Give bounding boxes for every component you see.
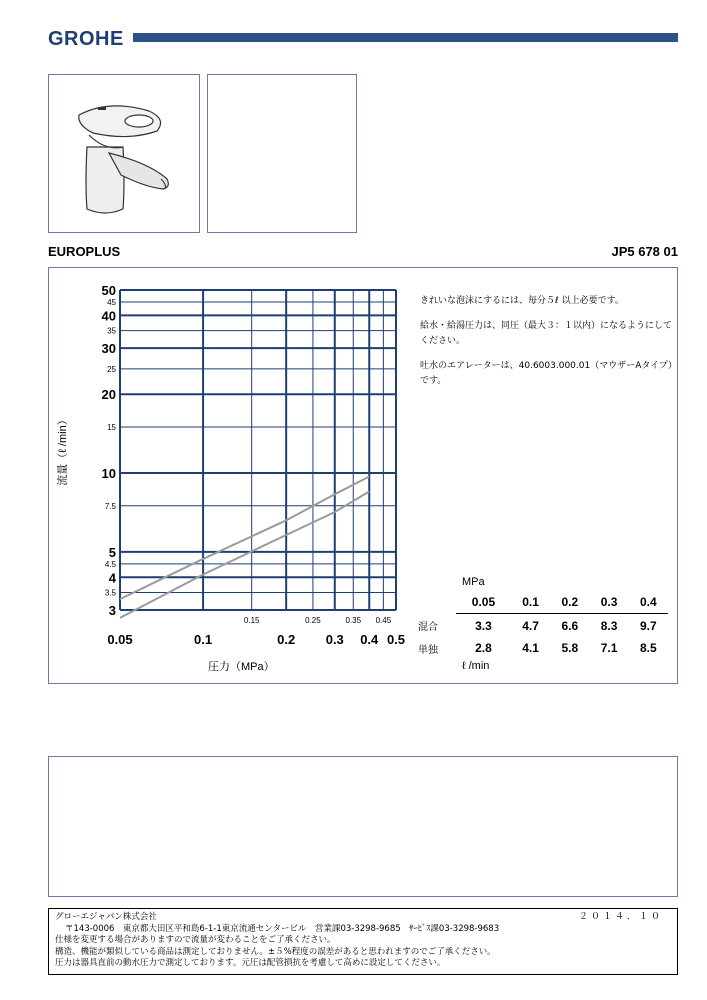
y-tick-label-minor: 25 bbox=[107, 364, 116, 374]
note-item: きれいな泡沫にするには、毎分５ℓ 以上必要です。 bbox=[420, 296, 624, 306]
x-tick-label: 0.5 bbox=[386, 632, 406, 647]
y-tick-label: 5 bbox=[108, 544, 116, 560]
y-tick-label-minor: 35 bbox=[107, 326, 116, 336]
y-tick-label-minor: 15 bbox=[107, 422, 116, 432]
y-tick-label: 40 bbox=[101, 308, 116, 324]
table-corner bbox=[418, 595, 456, 614]
note-item: 吐水のエアレーターは、40.6003.000.01（マウザーAタイプ）です。 bbox=[420, 361, 673, 386]
y-tick-label-minor: 7.5 bbox=[104, 501, 116, 511]
x-tick-label: 0.05 bbox=[107, 632, 133, 647]
product-code: JP5 678 01 bbox=[611, 244, 678, 259]
table-cell: 2.8 bbox=[475, 641, 492, 655]
footer-date: ２０１４．１０ bbox=[578, 912, 663, 922]
brand-logo: GROHE bbox=[48, 28, 124, 50]
x-tick-label-minor: 0.25 bbox=[305, 616, 321, 625]
table-cell: 8.3 bbox=[600, 619, 618, 633]
footer-note: 構造、機能が類似している商品は測定しておりません。±５%程度の誤差があると思われますのでご了承ください。 bbox=[55, 946, 496, 957]
table-cell: 4.1 bbox=[522, 641, 539, 655]
remarks-box bbox=[48, 756, 678, 897]
table-cell: 5.8 bbox=[561, 641, 579, 655]
y-tick-label: 20 bbox=[101, 387, 116, 403]
note-item: 給水・給湯圧力は、同圧（最大３：１以内）になるようにしてください。 bbox=[420, 321, 673, 346]
series-line bbox=[120, 492, 369, 618]
pressure-header: 0.3 bbox=[589, 595, 628, 614]
x-axis-label: 圧力（MPa） bbox=[208, 661, 275, 673]
table-cell: 9.7 bbox=[640, 619, 657, 633]
faucet-illustration bbox=[49, 75, 199, 232]
footer-note: 圧力は器具直前の動水圧力で測定しております。元圧は配管損抗を考慮して高めに設定してください。 bbox=[55, 958, 446, 968]
table-cell: 8.5 bbox=[640, 641, 657, 655]
brand-bar bbox=[133, 33, 678, 42]
y-tick-label-minor: 4.5 bbox=[104, 559, 116, 569]
x-tick-label: 0.4 bbox=[360, 632, 379, 647]
product-image-frame-2 bbox=[207, 74, 357, 233]
x-tick-label: 0.3 bbox=[325, 632, 344, 647]
row-label: 混合 bbox=[418, 622, 438, 634]
pressure-header: 0.05 bbox=[456, 595, 511, 614]
table-cell: 6.6 bbox=[561, 619, 579, 633]
product-image-frame bbox=[48, 74, 200, 233]
pressure-header: 0.1 bbox=[511, 595, 550, 614]
x-tick-label: 0.1 bbox=[194, 632, 213, 647]
table-cell: 3.3 bbox=[475, 619, 492, 633]
pressure-header: 0.4 bbox=[629, 595, 668, 614]
footer-address: 〒143-0006 東京都大田区平和島6-1-1東京流通センタービル 営業課03-3298-9685 ｻｰﾋﾞｽ課03-3298-9683 bbox=[65, 923, 500, 934]
footer-company: グローエジャパン株式会社 bbox=[55, 912, 157, 922]
table-unit-mpa: MPa bbox=[462, 576, 485, 588]
x-tick-label-minor: 0.45 bbox=[375, 616, 392, 625]
table-header-row bbox=[418, 595, 668, 614]
table-cell: 4.7 bbox=[522, 619, 539, 633]
y-tick-label-minor: 3.5 bbox=[104, 588, 116, 598]
y-tick-label-minor: 45 bbox=[107, 297, 116, 307]
x-tick-label-minor: 0.15 bbox=[243, 616, 260, 625]
product-name: EUROPLUS bbox=[48, 244, 121, 259]
x-tick-label: 0.2 bbox=[277, 632, 296, 647]
footer bbox=[48, 908, 678, 975]
x-tick-label-minor: 0.35 bbox=[345, 616, 362, 625]
y-tick-label: 30 bbox=[101, 341, 116, 357]
y-tick-label: 50 bbox=[101, 283, 116, 298]
series-line bbox=[120, 477, 369, 600]
pressure-header: 0.2 bbox=[550, 595, 589, 614]
table-cell: 7.1 bbox=[600, 641, 618, 655]
y-axis-label: 流量（ℓ /min） bbox=[57, 414, 69, 486]
flow-pressure-chart bbox=[50, 280, 412, 680]
y-tick-label: 3 bbox=[108, 603, 116, 618]
table-unit-flow: ℓ /min bbox=[462, 660, 490, 672]
table-row bbox=[418, 614, 668, 637]
row-label: 単独 bbox=[418, 644, 438, 656]
table-row bbox=[418, 636, 668, 658]
y-tick-label: 10 bbox=[101, 466, 116, 482]
y-tick-label: 4 bbox=[108, 570, 116, 586]
notes bbox=[420, 294, 676, 399]
flow-table bbox=[418, 595, 668, 658]
footer-note: 仕様を変更する場合がありますので流量が変わることをご了承ください。 bbox=[55, 935, 336, 945]
